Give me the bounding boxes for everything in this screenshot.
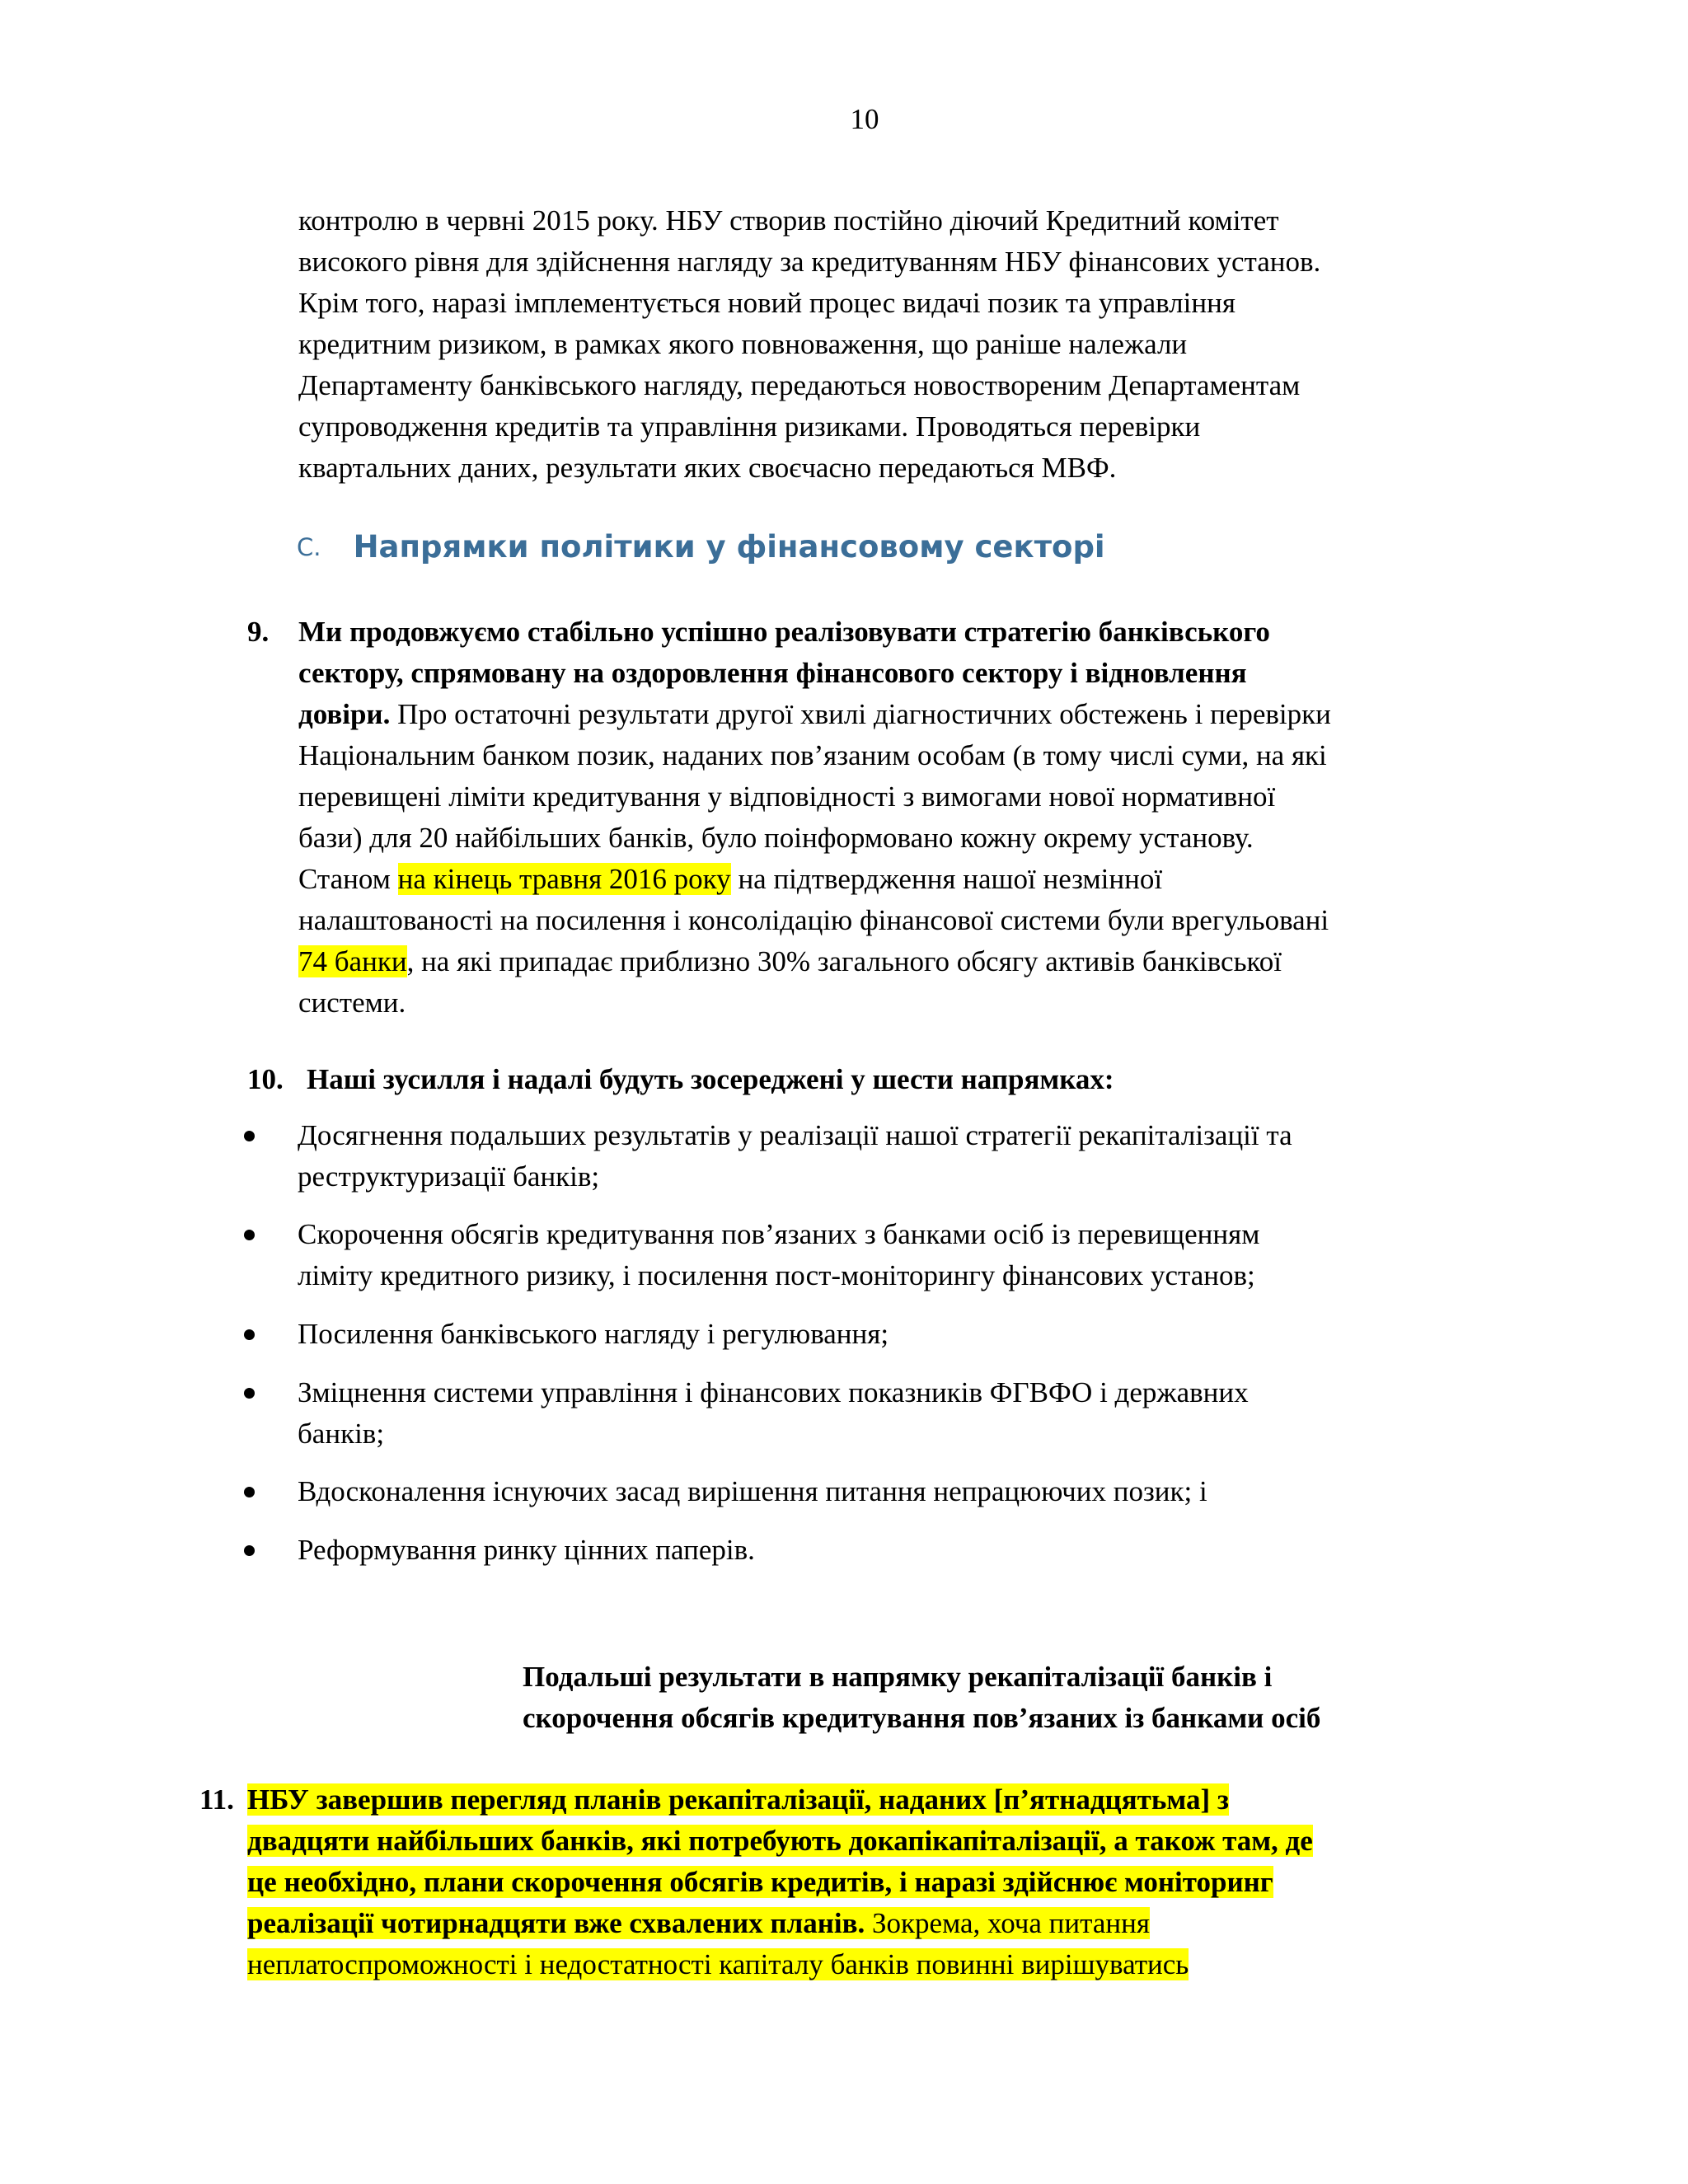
page-number: 10 [850, 103, 879, 135]
para9-text: Станом [298, 863, 398, 895]
para9-line: системи. [298, 987, 406, 1019]
para11-bold-highlighted: НБУ завершив перегляд планів рекапіталізації, наданих [п’ятнадцятьма] з [247, 1783, 1229, 1816]
para9-bold-line: Ми продовжуємо стабільно успішно реалізовувати стратегію банківського [298, 616, 1270, 648]
intro-line: кредитним ризиком, в рамках якого повноваження, що раніше належали [298, 328, 1188, 360]
para11-highlighted: Зокрема, хоча питання [865, 1907, 1150, 1939]
para9-line: бази) для 20 найбільших банків, було поінформовано кожну окрему установу. [298, 822, 1254, 854]
bullet-line: реструктуризації банків; [298, 1160, 600, 1193]
bullet-line: Вдосконалення існуючих засад вирішення питання непрацюючих позик; і [298, 1475, 1207, 1507]
para11-line [247, 1862, 1313, 1903]
bullet-icon [244, 1131, 255, 1141]
bullet-text [298, 1314, 889, 1355]
bullet-line: Досягнення подальших результатів у реалізації нашої стратегії рекапіталізації та [298, 1119, 1292, 1151]
bullet-line: банків; [298, 1418, 385, 1450]
intro-line: Крім того, наразі імплементується новий процес видачі позик та управління [298, 287, 1236, 319]
para11-bold-highlighted: реалізації чотирнадцяти вже схвалених планів. [247, 1907, 865, 1939]
bullet-text [298, 1530, 755, 1571]
para11-bold-highlighted: це необхідно, плани скорочення обсягів кредитів, і наразі здійснює моніторинг [247, 1866, 1273, 1898]
bullet-line: Скорочення обсягів кредитування пов’язаних з банками осіб із перевищенням [298, 1218, 1260, 1250]
para9-line [298, 859, 1331, 900]
paragraph-10-heading: Наші зусилля і надалі будуть зосереджені у шести напрямках: [307, 1063, 1114, 1095]
para11-line [247, 1779, 1313, 1821]
para9-text: на підтвердження нашої незмінної [730, 863, 1163, 895]
paragraph-9 [298, 612, 1331, 1024]
highlighted-bank-count: 74 банки [298, 945, 407, 977]
section-heading [297, 529, 1105, 565]
bullet-line: Зміцнення системи управління і фінансових показників ФГВФО і державних [298, 1376, 1249, 1408]
subsection-heading [523, 1657, 1320, 1739]
paragraph-11 [247, 1779, 1313, 1985]
section-title: Напрямки політики у фінансовому секторі [353, 529, 1105, 565]
intro-line: квартальних даних, результати яких своєчасно передаються МВФ. [298, 452, 1117, 484]
subheading-line: скорочення обсягів кредитування пов’язаних із банками осіб [523, 1702, 1321, 1734]
bullet-text [298, 1471, 1207, 1512]
bullet-icon [244, 1329, 255, 1340]
intro-line: супроводження кредитів та управління ризиками. Проводяться перевірки [298, 410, 1201, 443]
intro-line: високого рівня для здійснення нагляду за кредитуванням НБУ фінансових установ. [298, 246, 1321, 278]
bullet-line: Реформування ринку цінних паперів. [298, 1534, 755, 1566]
para11-highlighted: неплатоспроможності і недостатності капіталу банків повинні вирішуватись [247, 1948, 1189, 1980]
intro-line: контролю в червні 2015 року. НБУ створив постійно діючий Кредитний комітет [298, 204, 1279, 237]
paragraph-number-11: 11. [199, 1783, 234, 1816]
paragraph-number-9: 9. [247, 616, 270, 648]
para9-line: Національним банком позик, наданих пов’язаним особам (в тому числі суми, на які [298, 739, 1327, 771]
paragraph-number-10: 10. [247, 1063, 284, 1095]
para9-bold-end: довіри. [298, 698, 391, 730]
bullet-text [298, 1372, 1249, 1455]
bullet-line: Посилення банківського нагляду і регулювання; [298, 1318, 889, 1350]
para11-line [247, 1944, 1313, 1985]
para9-text: Про остаточні результати другої хвилі діагностичних обстежень і перевірки [390, 698, 1331, 730]
subheading-line: Подальші результати в напрямку рекапіталізації банків і [523, 1661, 1273, 1693]
intro-paragraph [298, 200, 1320, 489]
bullet-icon [244, 1545, 255, 1556]
intro-line: Департаменту банківського нагляду, передаються новоствореним Департаментам [298, 369, 1301, 401]
para9-text: , на які припадає приблизно 30% загального обсягу активів банківської [406, 945, 1282, 977]
bullet-icon [244, 1230, 255, 1240]
para9-line: налаштованості на посилення і консолідацію фінансової системи були врегульовані [298, 904, 1329, 936]
highlighted-date: на кінець травня 2016 року [397, 863, 731, 895]
para9-bold-line: сектору, спрямовану на оздоровлення фінансового сектору і відновлення [298, 657, 1247, 689]
bullet-line: ліміту кредитного ризику, і посилення пост-моніторингу фінансових установ; [298, 1259, 1255, 1291]
section-letter: C. [297, 533, 321, 561]
para11-line [247, 1903, 1313, 1944]
para9-line: перевищені ліміти кредитування у відповідності з вимогами нової нормативної [298, 780, 1276, 813]
bullet-icon [244, 1388, 255, 1399]
para9-line [298, 941, 1331, 982]
bullet-text [298, 1115, 1292, 1197]
bullet-text [298, 1214, 1259, 1296]
para11-bold-highlighted: двадцяти найбільших банків, які потребують докапікапіталізації, а також там, де [247, 1825, 1313, 1857]
para11-line [247, 1821, 1313, 1862]
para9-line [298, 694, 1331, 735]
bullet-icon [244, 1487, 255, 1497]
